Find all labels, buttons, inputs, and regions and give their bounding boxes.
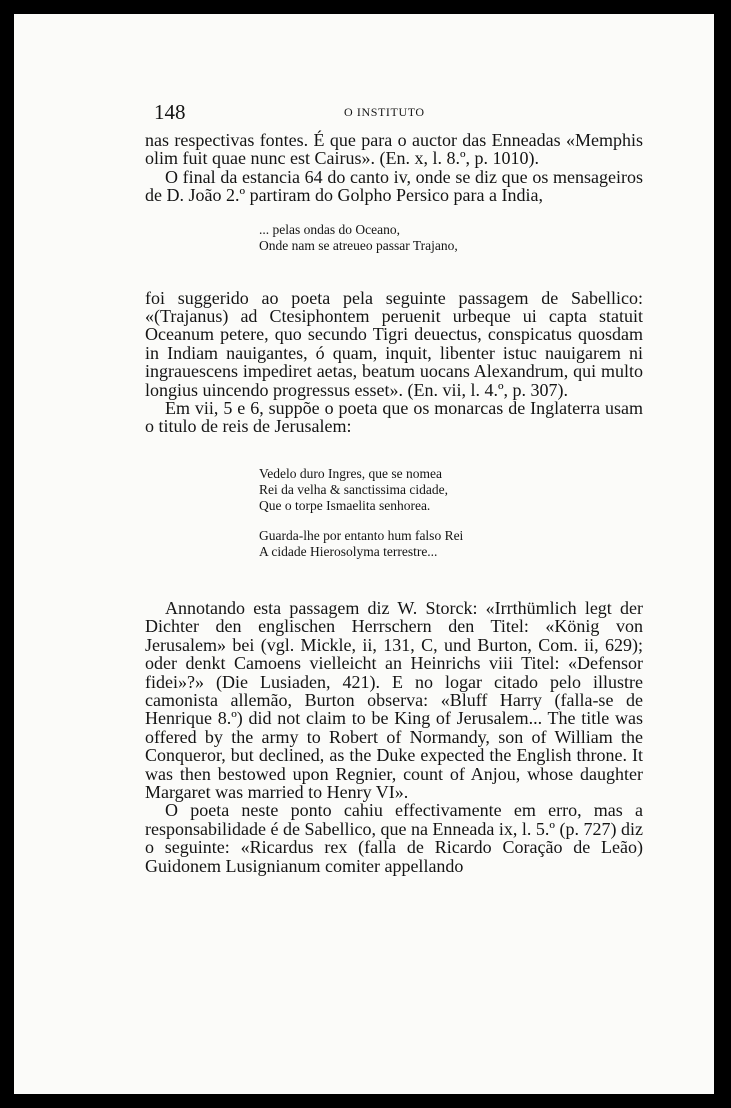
verse-line: Guarda-lhe por entanto hum falso Rei [259, 527, 464, 543]
book-page [14, 14, 714, 1094]
paragraph-estancia-64: O final da estancia 64 do canto iv, onde se diz que os mensageiros de D. João 2.º partiram do Golpho Persico para a India, [145, 166, 643, 206]
verse-line: Onde nam se atreueo passar Trajano, [259, 237, 458, 253]
page-number: 148 [154, 100, 186, 124]
paragraph-reis-jerusalem: Em vii, 5 e 6, suppõe o poeta que os monarcas de Inglaterra usam o titulo de reis de Jerusalem: [145, 398, 643, 437]
paragraph-enneadas-memphis: nas respectivas fontes. É que para o auctor das Enneadas «Memphis olim fuit quae nunc est Cairus». (En. x, l. 8.º, p. 1010). [145, 130, 643, 169]
page-header [154, 100, 654, 124]
verse-line: A cidade Hierosolyma terrestre... [259, 543, 438, 559]
paragraph-poeta-erro: O poeta neste ponto cahiu effectivamente em erro, mas a responsabilidade é de Sabellico, que na Enneada ix, l. 5.º (p. 727) diz o seguinte: «Ricardus rex (falla de Ricardo Coração de Leão) Guidonem Lusignianum comiter appellando [145, 800, 643, 876]
body-text [145, 131, 643, 875]
verse-quote-ingres [145, 466, 643, 560]
verse-line: Que o torpe Ismaelita senhorea. [259, 497, 431, 513]
running-head: O INSTITUTO [344, 105, 425, 119]
verse-line: ... pelas ondas do Oceano, [259, 221, 400, 237]
paragraph-sabellico-trajanus: foi suggerido ao poeta pela seguinte passagem de Sabellico: «(Trajanus) ad Ctesiphontem peruenit urbeque ui capta statuit Oceanum petere, quo secundo Tigri deuectus, conspicatus quosdam in Indiam nauigantes, ó quam, inquit, libenter istuc nauigarem ni ingrauescens impediret aetas, beatum uocans Alexandrum, qui multo longius uincendo progressus esset». (En. vii, l. 4.º, p. 307). [145, 287, 643, 400]
paragraph-storck-burton: Annotando esta passagem diz W. Storck: «Irrthümlich legt der Dichter den englischen Herrschern den Titel: «König von Jerusalem» bei (vgl. Mickle, ii, 131, C, und Burton, Com. ii, 629); oder denkt Camoens vielleicht an Heinrichs viii Titel: «Defensor fidei»?» (Die Lusiaden, 421). E no logar citado pelo illustre camonista allemão, Burton observa: «Bluff Harry (falla-se de Henrique 8.º) did not claim to be King of Jerusalem... The title was offered by the army to Robert of Normandy, son of William the Conqueror, but declined, as the Duke expected the English throne. It was then bestowed upon Regnier, count of Anjou, whose daughter Margaret was married to Henry VI». [145, 597, 643, 802]
verse-line: Vedelo duro Ingres, que se nomea [259, 465, 442, 481]
verse-line: Rei da velha & sanctissima cidade, [259, 481, 448, 497]
verse-quote-trajano [145, 222, 643, 254]
